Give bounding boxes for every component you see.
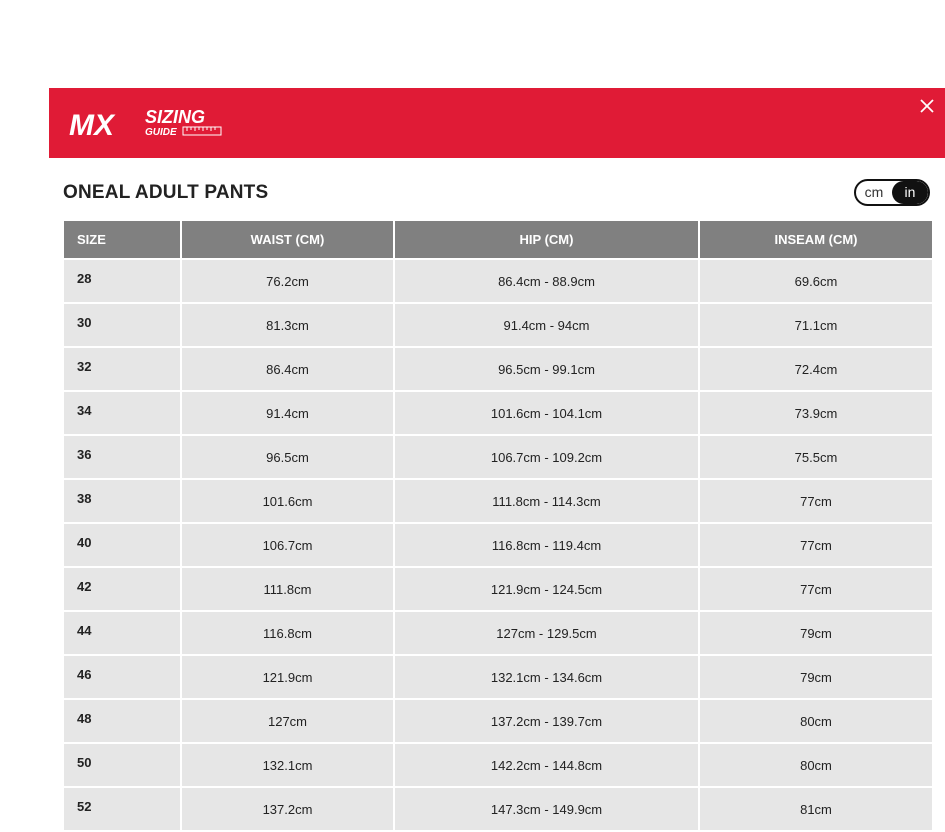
waist-cell: 132.1cm xyxy=(182,744,395,788)
inseam-cell: 80cm xyxy=(700,744,932,788)
size-cell: 36 xyxy=(64,436,182,480)
size-cell: 40 xyxy=(64,524,182,568)
size-cell: 42 xyxy=(64,568,182,612)
table-row xyxy=(64,436,932,480)
table-row xyxy=(64,568,932,612)
size-cell: 46 xyxy=(64,656,182,700)
inseam-cell: 72.4cm xyxy=(700,348,932,392)
table-row xyxy=(64,700,932,744)
inseam-cell: 71.1cm xyxy=(700,304,932,348)
hip-cell: 142.2cm - 144.8cm xyxy=(395,744,700,788)
waist-cell: 137.2cm xyxy=(182,788,395,832)
column-header-size: SIZE xyxy=(64,221,182,260)
ruler-icon xyxy=(183,127,221,135)
size-cell: 52 xyxy=(64,788,182,832)
waist-cell: 96.5cm xyxy=(182,436,395,480)
inseam-cell: 80cm xyxy=(700,700,932,744)
hip-cell: 121.9cm - 124.5cm xyxy=(395,568,700,612)
size-cell: 30 xyxy=(64,304,182,348)
size-cell: 44 xyxy=(64,612,182,656)
size-cell: 28 xyxy=(64,260,182,304)
hip-cell: 86.4cm - 88.9cm xyxy=(395,260,700,304)
hip-cell: 106.7cm - 109.2cm xyxy=(395,436,700,480)
inseam-cell: 77cm xyxy=(700,524,932,568)
inseam-cell: 79cm xyxy=(700,656,932,700)
inseam-cell: 81cm xyxy=(700,788,932,832)
hip-cell: 127cm - 129.5cm xyxy=(395,612,700,656)
table-row xyxy=(64,656,932,700)
logo-guide-text: GUIDE xyxy=(145,127,177,138)
hip-cell: 111.8cm - 114.3cm xyxy=(395,480,700,524)
waist-cell: 116.8cm xyxy=(182,612,395,656)
inseam-cell: 79cm xyxy=(700,612,932,656)
waist-cell: 81.3cm xyxy=(182,304,395,348)
inseam-cell: 77cm xyxy=(700,568,932,612)
inseam-cell: 73.9cm xyxy=(700,392,932,436)
waist-cell: 76.2cm xyxy=(182,260,395,304)
waist-cell: 101.6cm xyxy=(182,480,395,524)
waist-cell: 111.8cm xyxy=(182,568,395,612)
logo-sizing-text: SIZING xyxy=(145,107,206,127)
hip-cell: 116.8cm - 119.4cm xyxy=(395,524,700,568)
table-row xyxy=(64,260,932,304)
table-row xyxy=(64,788,932,832)
table-row xyxy=(64,304,932,348)
table-row xyxy=(64,744,932,788)
column-header-waist: WAIST (CM) xyxy=(182,221,395,260)
waist-cell: 127cm xyxy=(182,700,395,744)
table-row xyxy=(64,348,932,392)
size-cell: 32 xyxy=(64,348,182,392)
table-row xyxy=(64,612,932,656)
logo-mx-text: MX xyxy=(69,109,114,140)
waist-cell: 86.4cm xyxy=(182,348,395,392)
waist-cell: 121.9cm xyxy=(182,656,395,700)
hip-cell: 137.2cm - 139.7cm xyxy=(395,700,700,744)
table-row xyxy=(64,392,932,436)
size-cell: 34 xyxy=(64,392,182,436)
inseam-cell: 77cm xyxy=(700,480,932,524)
hip-cell: 101.6cm - 104.1cm xyxy=(395,392,700,436)
hip-cell: 147.3cm - 149.9cm xyxy=(395,788,700,832)
sizing-guide-banner xyxy=(49,88,945,158)
waist-cell: 91.4cm xyxy=(182,392,395,436)
size-cell: 38 xyxy=(64,480,182,524)
column-header-inseam: INSEAM (CM) xyxy=(700,221,932,260)
hip-cell: 96.5cm - 99.1cm xyxy=(395,348,700,392)
hip-cell: 91.4cm - 94cm xyxy=(395,304,700,348)
waist-cell: 106.7cm xyxy=(182,524,395,568)
mx-sizing-guide-logo xyxy=(67,106,227,140)
size-cell: 48 xyxy=(64,700,182,744)
close-icon[interactable] xyxy=(919,98,935,114)
hip-cell: 132.1cm - 134.6cm xyxy=(395,656,700,700)
inseam-cell: 69.6cm xyxy=(700,260,932,304)
table-row xyxy=(64,524,932,568)
table-header-row xyxy=(64,221,932,260)
inseam-cell: 75.5cm xyxy=(700,436,932,480)
column-header-hip: HIP (CM) xyxy=(395,221,700,260)
size-cell: 50 xyxy=(64,744,182,788)
unit-option-in[interactable]: in xyxy=(892,181,928,204)
unit-toggle[interactable] xyxy=(854,179,930,206)
table-row xyxy=(64,480,932,524)
unit-option-cm[interactable]: cm xyxy=(864,184,884,200)
size-chart-table xyxy=(64,221,932,832)
page-title: ONEAL ADULT PANTS xyxy=(63,182,269,203)
